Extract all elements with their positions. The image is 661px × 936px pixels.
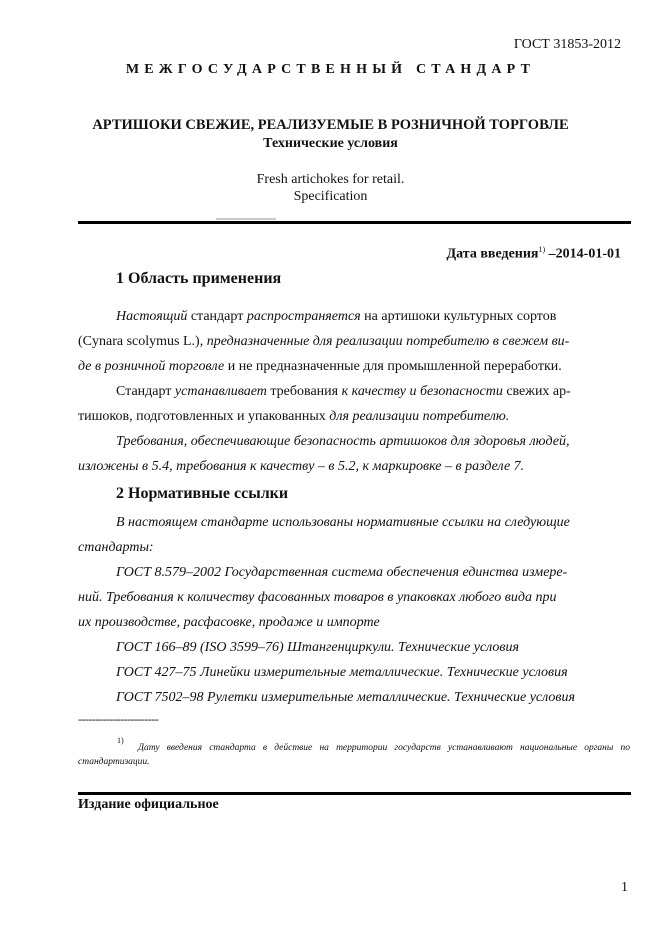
normative-intro: В настоящем стандарте использованы нормативные ссылки на следующие стандарты:: [78, 515, 570, 555]
scope-paragraph-3: Требования, обеспечивающие безопасность артишоков для здоровья людей, изложены в 5.4, требования к качеству – в 5.2, к маркировке – в разделе 7.: [78, 434, 570, 474]
scope-paragraph-2: Стандарт устанавливает требования к качеству и безопасности свежих ар- тишоков, подготовленных и упакованных для реализации потребителю.: [78, 384, 571, 424]
scope-paragraph-1: Настоящий стандарт распространяется на артишоки культурных сортов (Cynara scolymus L.), предназначенные для реализации потребителю в свежем ви- де в розничной торговле и не предназначенные для промышленной переработки.: [78, 309, 570, 374]
footnote-separator: -----------------------: [78, 712, 159, 726]
document-subtitle-en: Specification: [293, 189, 368, 204]
footnote-text: Дату введения стандарта в действие на территории государств устанавливают национальные органы по стандартизации.: [78, 743, 630, 767]
normative-ref-gost-427: ГОСТ 427–75 Линейки измерительные металлические. Технические условия: [116, 665, 568, 680]
section-2-heading: 2 Нормативные ссылки: [116, 485, 289, 502]
section-1-body: [78, 304, 630, 479]
gost-code: ГОСТ 31853-2012: [513, 37, 621, 52]
official-edition-label: Издание официальное: [78, 797, 219, 812]
scan-artifact: [216, 218, 276, 220]
normative-ref-gost-166: ГОСТ 166–89 (ISO 3599–76) Штангенциркули. Технические условия: [116, 640, 519, 655]
document-subtitle-ru: Технические условия: [263, 136, 398, 151]
introduction-date: [447, 245, 621, 263]
introduction-date-value: –2014-01-01: [545, 246, 621, 262]
normative-ref-gost-8-579: ГОСТ 8.579–2002 Государственная система обеспечения единства измере- ний. Требования к количеству фасованных товаров в упаковках любого вида при их производстве, расфасовке, продаже и импорте: [78, 565, 568, 630]
footnote-mark: 1): [117, 736, 124, 745]
section-2-body: [78, 510, 630, 710]
document-title-ru: АРТИШОКИ СВЕЖИЕ, РЕАЛИЗУЕМЫЕ В РОЗНИЧНОЙ ТОРГОВЛЕ: [92, 117, 569, 133]
section-1-heading: 1 Область применения: [116, 270, 282, 287]
page-number: 1: [621, 880, 628, 895]
document-title-en: Fresh artichokes for retail.: [256, 172, 405, 187]
official-edition-divider: [78, 792, 631, 795]
normative-ref-gost-7502: ГОСТ 7502–98 Рулетки измерительные металлические. Технические условия: [116, 690, 575, 705]
title-divider: [78, 221, 631, 224]
interstate-standard-banner: МЕЖГОСУДАРСТВЕННЫЙ СТАНДАРТ: [125, 62, 536, 77]
introduction-date-footnote-ref: 1): [538, 245, 546, 254]
introduction-date-label: Дата введения: [446, 246, 539, 262]
